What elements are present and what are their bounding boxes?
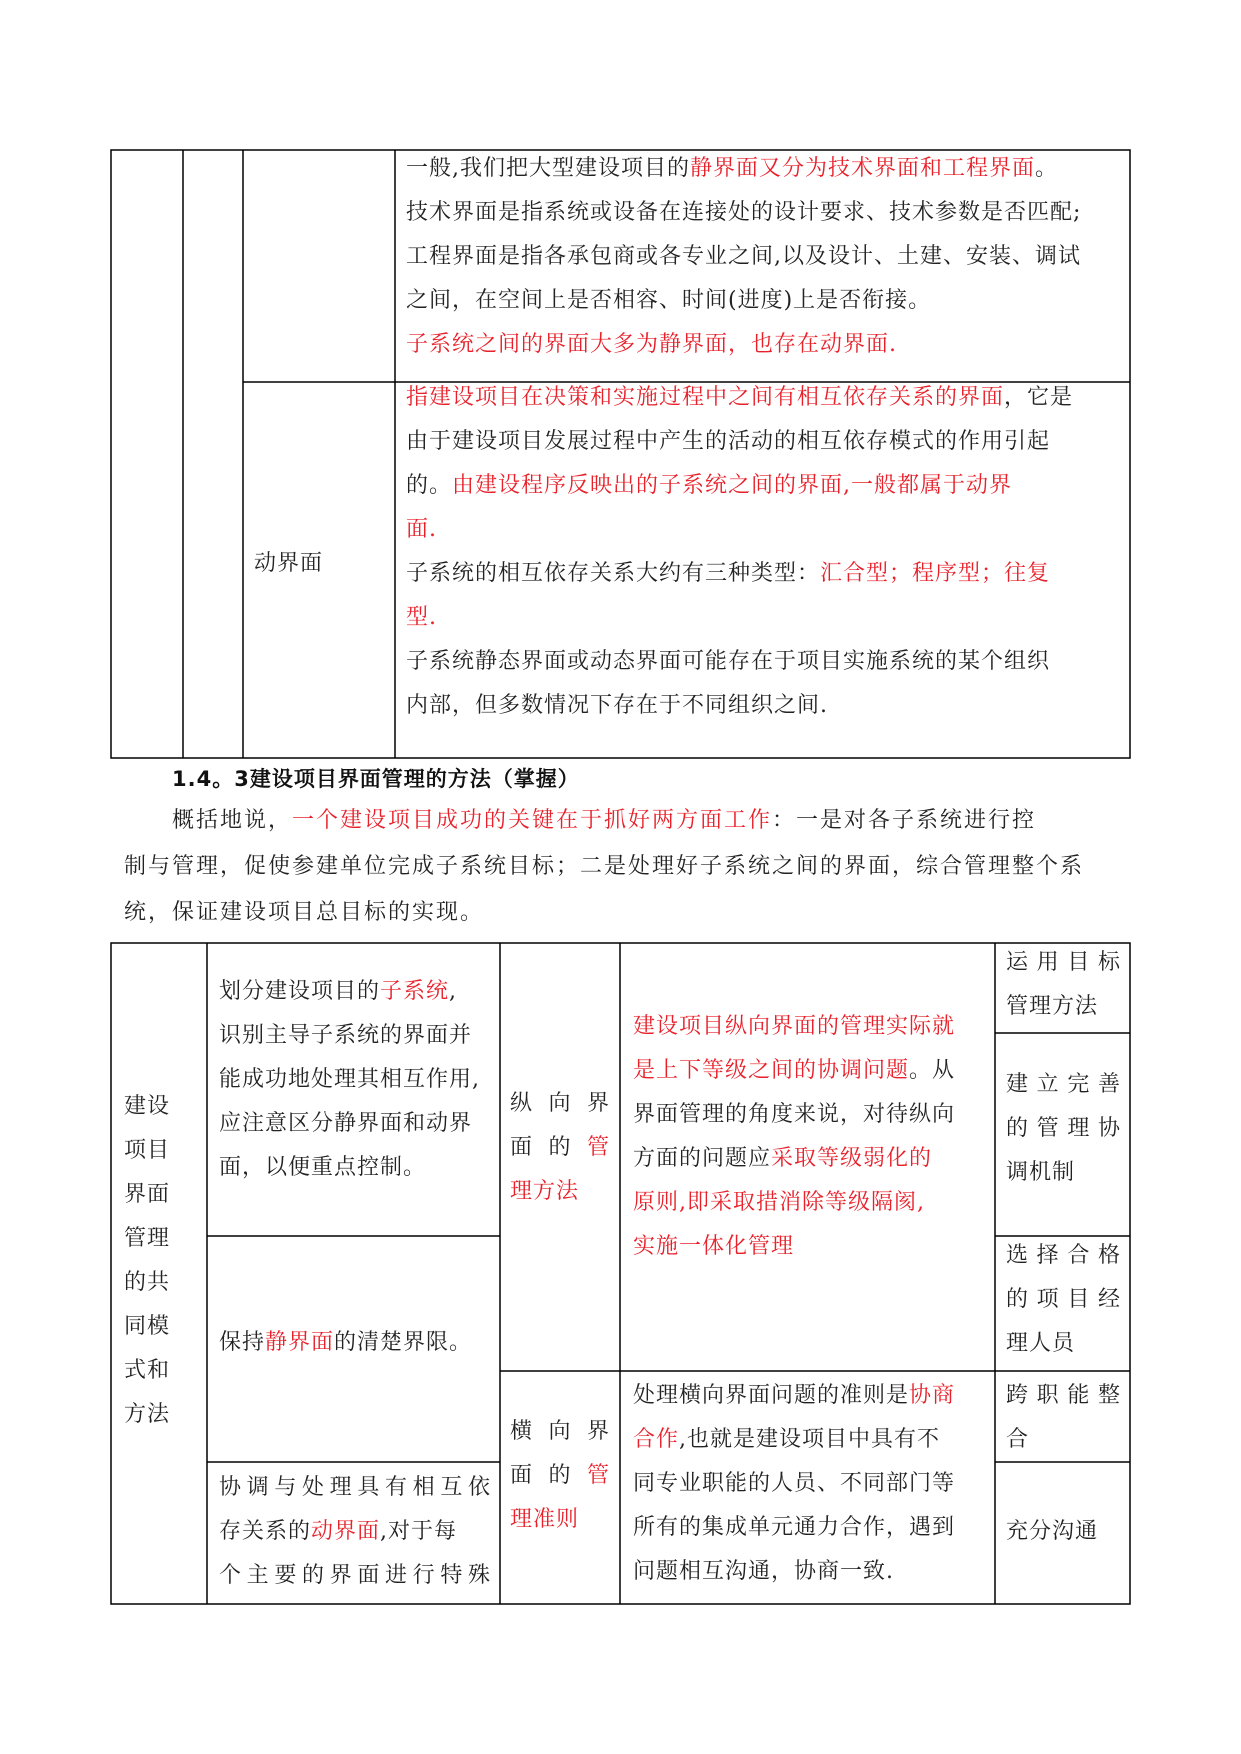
horizontal-text-line-2: 合作,也就是建设项目中具有不 bbox=[633, 1427, 941, 1452]
right-item-line: 理人员 bbox=[1006, 1331, 1076, 1356]
left-title-line: 同模 bbox=[124, 1314, 171, 1339]
right-item-line: 选择合格 bbox=[1006, 1243, 1121, 1268]
vertical-text-line-2: 是上下等级之间的协调问题。从 bbox=[633, 1058, 956, 1083]
right-item-select-manager bbox=[1006, 1234, 1121, 1366]
vertical-text-line-1: 建设项目纵向界面的管理实际就 bbox=[633, 1014, 956, 1039]
horizontal-interface-text bbox=[633, 1374, 985, 1594]
right-item-line: 充分沟通 bbox=[1006, 1519, 1099, 1544]
right-item-objective-mgmt bbox=[1006, 941, 1121, 1029]
left-title-line: 的共 bbox=[124, 1270, 171, 1295]
static-interface-cell bbox=[406, 147, 1122, 367]
dynamic-interface-cell bbox=[406, 376, 1122, 728]
left-title-line: 式和 bbox=[124, 1358, 171, 1383]
vertical-label-line-1: 纵向界 bbox=[510, 1091, 610, 1116]
vertical-text-line-4: 方面的问题应采取等级弱化的 bbox=[633, 1146, 933, 1171]
dynamic-interface-label: 动界面 bbox=[254, 551, 324, 576]
dynamic-line-4: 面. bbox=[406, 517, 437, 542]
horizontal-text-line-3: 同专业职能的人员、不同部门等 bbox=[633, 1471, 956, 1496]
static-line-5: 子系统之间的界面大多为静界面，也存在动界面. bbox=[406, 332, 897, 357]
static-line-4: 之间，在空间上是否相容、时间(进度)上是否衔接。 bbox=[406, 288, 932, 313]
static-line-2: 技术界面是指系统或设备在连接处的设计要求、技术参数是否匹配; bbox=[406, 200, 1082, 225]
vertical-text-line-3: 界面管理的角度来说，对待纵向 bbox=[633, 1102, 956, 1127]
right-item-line: 跨职能整 bbox=[1006, 1383, 1121, 1408]
intro-line-1: 概括地说，一个建设项目成功的关键在于抓好两方面工作：一是对各子系统进行控 bbox=[172, 808, 1037, 833]
left-title-line: 方法 bbox=[124, 1402, 171, 1427]
vertical-text-line-5: 原则,即采取措消除等级隔阂, bbox=[633, 1190, 925, 1215]
static-line-3: 工程界面是指各承包商或各专业之间,以及设计、土建、安装、调试 bbox=[406, 244, 1081, 269]
right-item-line: 运用目标 bbox=[1006, 950, 1121, 975]
intro-line-3: 统，保证建设项目总目标的实现。 bbox=[124, 900, 485, 925]
division-line-1: 划分建设项目的子系统, bbox=[219, 979, 458, 1004]
vertical-interface-label bbox=[510, 1082, 610, 1214]
subsystem-division-cell bbox=[219, 970, 491, 1190]
dynamic-line-3: 的。由建设程序反映出的子系统之间的界面,一般都属于动界 bbox=[406, 473, 1013, 498]
right-item-line: 的管理协 bbox=[1006, 1116, 1121, 1141]
right-item-communication bbox=[1006, 1510, 1121, 1554]
left-title-line: 建设 bbox=[124, 1094, 171, 1119]
table2-left-title bbox=[124, 1085, 194, 1437]
vertical-interface-text bbox=[633, 1005, 985, 1269]
left-title-line: 界面 bbox=[124, 1182, 171, 1207]
right-item-line: 管理方法 bbox=[1006, 994, 1099, 1019]
horizontal-label-line-2: 面的管 bbox=[510, 1463, 610, 1488]
intro-line-2: 制与管理，促使参建单位完成子系统目标；二是处理好子系统之间的界面，综合管理整个系 bbox=[124, 854, 1085, 879]
horizontal-text-line-5: 问题相互沟通，协商一致. bbox=[633, 1559, 894, 1584]
vertical-label-line-2: 面的管 bbox=[510, 1135, 610, 1160]
coordination-line-2: 存关系的动界面,对于每 bbox=[219, 1519, 458, 1544]
dynamic-line-5: 子系统的相互依存关系大约有三种类型：汇合型；程序型；往复 bbox=[406, 561, 1051, 586]
section-heading: 1.4。3建设项目界面管理的方法（掌握） bbox=[172, 767, 580, 791]
static-boundary-cell bbox=[219, 1321, 491, 1365]
right-item-cross-functional bbox=[1006, 1374, 1121, 1462]
static-line-1: 一般,我们把大型建设项目的静界面又分为技术界面和工程界面。 bbox=[406, 156, 1059, 181]
right-item-line: 建立完善 bbox=[1006, 1072, 1121, 1097]
left-title-line: 管理 bbox=[124, 1226, 171, 1251]
division-line-3: 能成功地处理其相互作用, bbox=[219, 1067, 480, 1092]
dynamic-line-7: 子系统静态界面或动态界面可能存在于项目实施系统的某个组织 bbox=[406, 649, 1051, 674]
horizontal-label-line-1: 横向界 bbox=[510, 1419, 610, 1444]
dynamic-line-1: 指建设项目在决策和实施过程中之间有相互依存关系的界面，它是 bbox=[406, 385, 1074, 410]
coordination-line-3: 个主要的界面进行特殊 bbox=[219, 1563, 491, 1588]
dynamic-coordination-cell bbox=[219, 1466, 491, 1598]
dynamic-line-6: 型. bbox=[406, 605, 437, 630]
right-item-coordination-mechanism bbox=[1006, 1063, 1121, 1195]
dynamic-line-2: 由于建设项目发展过程中产生的活动的相互依存模式的作用引起 bbox=[406, 429, 1051, 454]
right-item-line: 调机制 bbox=[1006, 1160, 1076, 1185]
dynamic-line-8: 内部，但多数情况下存在于不同组织之间. bbox=[406, 693, 828, 718]
vertical-label-line-3: 理方法 bbox=[510, 1179, 580, 1204]
coordination-line-1: 协调与处理具有相互依 bbox=[219, 1475, 491, 1500]
horizontal-interface-label bbox=[510, 1410, 610, 1542]
horizontal-text-line-1: 处理横向界面问题的准则是协商 bbox=[633, 1383, 956, 1408]
division-line-2: 识别主导子系统的界面并 bbox=[219, 1023, 473, 1048]
right-item-line: 合 bbox=[1006, 1427, 1030, 1452]
intro-paragraph bbox=[124, 804, 1124, 930]
left-title-line: 项目 bbox=[124, 1138, 171, 1163]
division-line-5: 面，以便重点控制。 bbox=[219, 1155, 427, 1180]
static-boundary-line: 保持静界面的清楚界限。 bbox=[219, 1330, 473, 1355]
horizontal-text-line-4: 所有的集成单元通力合作，遇到 bbox=[633, 1515, 956, 1540]
division-line-4: 应注意区分静界面和动界 bbox=[219, 1111, 473, 1136]
vertical-text-line-6: 实施一体化管理 bbox=[633, 1234, 795, 1259]
horizontal-label-line-3: 理准则 bbox=[510, 1507, 580, 1532]
right-item-line: 的项目经 bbox=[1006, 1287, 1121, 1312]
